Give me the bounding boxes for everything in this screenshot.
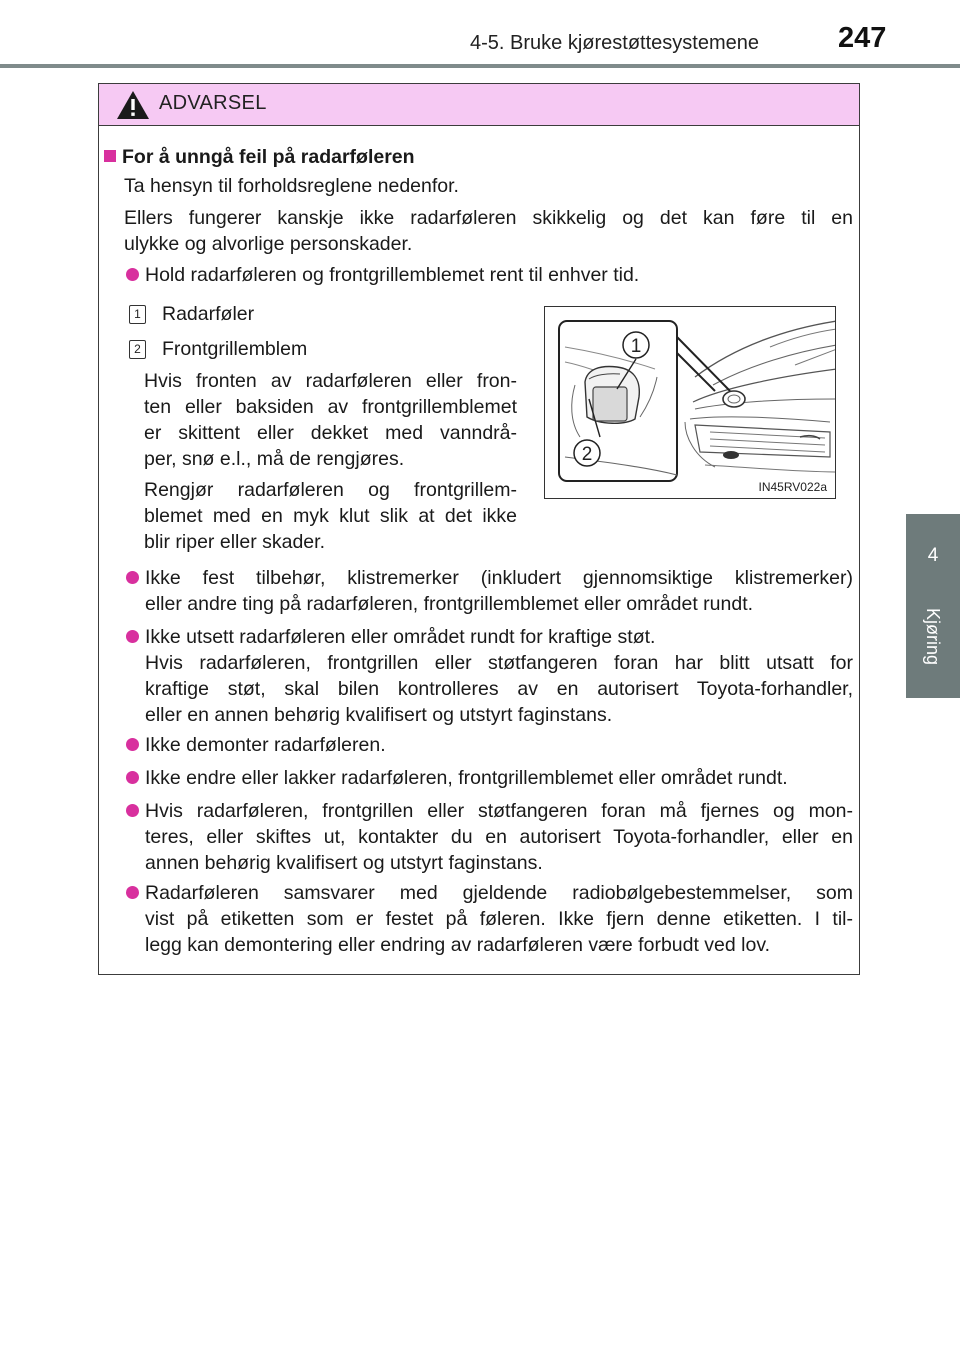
bullet-line: Hvis radarføleren, frontgrillen eller støtfangeren foran har blitt utsatt for [145,652,853,674]
para-line: blemet med en myk klut slik at det ikke [144,505,517,527]
section-title: 4-5. Bruke kjørestøttesystemene [470,32,759,54]
round-bullet-icon [126,571,139,584]
intro-line-2b: ulykke og alvorlige personskader. [124,233,413,255]
warning-heading-text: For å unngå feil på radarføleren [122,146,415,168]
chapter-number: 4 [927,545,939,566]
figure-code: IN45RV022a [758,480,827,494]
radar-sensor-figure [544,306,836,499]
round-bullet-icon [126,886,139,899]
chapter-tab[interactable] [906,514,960,598]
bullet-item: Hold radarføleren og frontgrillemblemet rent til enhver tid. [145,264,640,286]
bullet-line: Ikke utsett radarføleren eller området rundt for kraftige støt. [145,626,656,648]
bullet-line: Ikke demonter radarføleren. [145,734,386,756]
legend-number: 1 [129,305,146,324]
square-bullet-icon [104,150,116,162]
warning-title: ADVARSEL [159,92,267,114]
round-bullet-icon [126,630,139,643]
chapter-label: Kjøring [923,608,943,666]
page-number: 247 [838,22,887,54]
legend-number: 2 [129,340,146,359]
intro-line-2a: Ellers fungerer kanskje ikke radarføleren skikkelig og det kan føre til en [124,207,853,229]
legend-label: Radarføler [162,303,255,325]
para-line: Hvis fronten av radarføleren eller fron- [144,370,517,392]
para-line: per, snø e.l., må de rengjøres. [144,448,405,470]
round-bullet-icon [126,268,139,281]
bullet-line: kraftige støt, skal bilen kontrolleres av en autorisert Toyota-forhandler, [145,678,853,700]
legend-label: Frontgrillemblem [162,338,308,360]
warning-triangle-icon [116,90,150,120]
round-bullet-icon [126,804,139,817]
para-line: Rengjør radarføleren og frontgrillem- [144,479,517,501]
intro-line-1: Ta hensyn til forholdsreglene nedenfor. [124,175,459,197]
bullet-line: vist på etiketten som er festet på føleren. Ikke fjern denne etiketten. I til- [145,908,853,930]
bullet-line: Ikke fest tilbehør, klistremerker (inkludert gjennomsiktige klistremerker) [145,567,853,589]
bullet-line: annen behørig kvalifisert og utstyrt faginstans. [145,852,543,874]
warning-heading [104,144,415,170]
page-header [0,0,960,70]
header-rule [0,64,960,68]
bullet-line: eller andre ting på radarføleren, frontgrillemblemet eller området rundt. [145,593,754,615]
para-line: ten eller baksiden av frontgrillemblemet [144,396,517,418]
chapter-label-tab[interactable] [906,598,960,698]
car-front-illustration [545,307,836,499]
bullet-line: teres, eller skiftes ut, kontakter du en autorisert Toyota-forhandler, eller en [145,826,853,848]
warning-header [99,84,859,126]
figure-callout-1: 1 [630,336,642,357]
bullet-line: legg kan demontering eller endring av radarføleren være forbudt ved lov. [145,934,771,956]
bullet-line: eller en annen behørig kvalifisert og utstyrt faginstans. [145,704,613,726]
round-bullet-icon [126,738,139,751]
para-line: er skittent eller dekket med vanndrå- [144,422,517,444]
figure-callout-2: 2 [581,444,593,465]
para-line: blir riper eller skader. [144,531,325,553]
bullet-line: Radarføleren samsvarer med gjeldende radiobølgebestemmelser, som [145,882,853,904]
bullet-line: Hvis radarføleren, frontgrillen eller støtfangeren foran må fjernes og mon- [145,800,853,822]
bullet-line: Ikke endre eller lakker radarføleren, frontgrillemblemet eller området rundt. [145,767,788,789]
round-bullet-icon [126,771,139,784]
